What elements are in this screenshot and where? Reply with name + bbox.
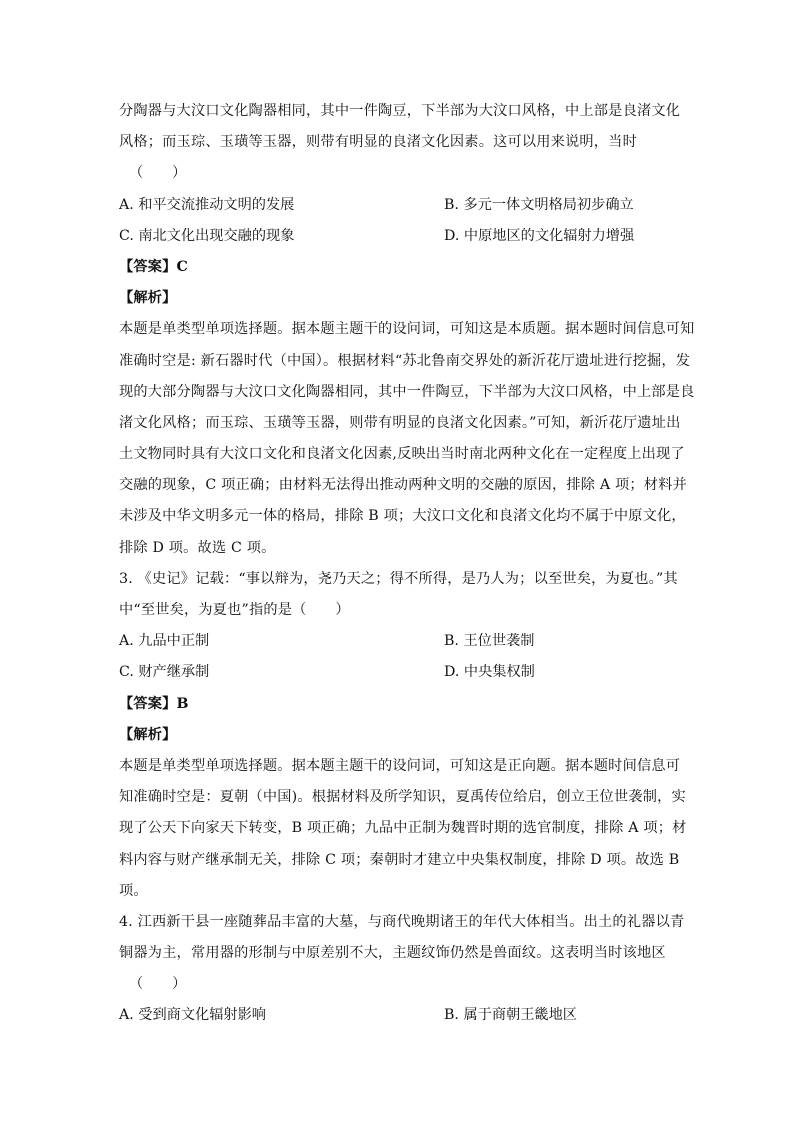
options-row (119, 626, 679, 657)
analysis-line: 排除 D 项。故选 C 项。 (119, 539, 276, 556)
options-row (119, 657, 679, 688)
option-a: A. 九品中正制 (119, 633, 210, 650)
analysis-line: 项。 (119, 882, 148, 899)
analysis-line: 本题是单类型单项选择题。据本题主题干的设问词，可知这是正向题。据本题时间信息可 (119, 757, 681, 774)
options-row (119, 221, 679, 252)
option-b: B. 王位世袭制 (444, 633, 535, 650)
analysis-line: 交融的现象，C 项正确；由材料无法得出推动两种文明的交融的原因，排除 A 项；材料并 (119, 477, 687, 494)
option-c: C. 南北文化出现交融的现象 (119, 227, 295, 244)
options-row (119, 190, 679, 221)
question-stem-line: 风格；而玉琮、玉璜等玉器，则带有明显的良渚文化因素。这可以用来说明，当时 (119, 134, 637, 151)
analysis-heading: 【解析】 (119, 290, 177, 307)
analysis-line: 料内容与财产继承制无关，排除 C 项；秦朝时才建立中央集权制度，排除 D 项。故选 B (119, 851, 680, 868)
analysis-line: 渚文化风格；而玉琮、玉璜等玉器，则带有明显的良渚文化因素。”可知，新沂花厅遗址出 (119, 414, 681, 431)
question-stem-line: 铜器为主，常用器的形制与中原差别不大，主题纹饰仍然是兽面纹。这表明当时该地区 (119, 945, 666, 962)
analysis-line: 准确时空是: 新石器时代（中国）。根据材料“苏北鲁南交界处的新沂花厅遗址进行挖掘，发 (119, 352, 691, 369)
options-row (119, 1000, 679, 1031)
option-a: A. 受到商文化辐射影响 (119, 1007, 266, 1024)
option-c: C. 财产继承制 (119, 664, 210, 681)
question-stem-line: 3. 《史记》记载：“事以辩为，尧乃天之；得不所得，是乃人为；以至世矣，为夏也。”其 (119, 570, 678, 587)
question-3 (119, 564, 687, 907)
question-stem-line: （ ） (129, 165, 187, 182)
analysis-line: 未涉及中华文明多元一体的格局，排除 B 项；大汶口文化和良渚文化均不属于中原文化， (119, 508, 686, 525)
analysis-line: 本题是单类型单项选择题。据本题主题干的设问词，可知这是本质题。据本题时间信息可知 (119, 321, 695, 338)
document-page (119, 96, 695, 1032)
analysis-line: 土文物同时具有大汶口文化和良渚文化因素,反映出当时南北两种文化在一定程度上出现了 (119, 446, 685, 463)
question-stem-line: （ ） (129, 976, 187, 993)
analysis-line: 现的大部分陶器与大汶口文化陶器相同，其中一件陶豆，下半部为大汶口风格，中上部是良 (119, 383, 695, 400)
option-d: D. 中原地区的文化辐射力增强 (444, 227, 635, 244)
option-d: D. 中央集权制 (444, 664, 535, 681)
option-b: B. 属于商朝王畿地区 (444, 1007, 577, 1024)
analysis-heading: 【解析】 (119, 726, 177, 743)
question-2 (119, 96, 695, 564)
analysis-line: 现了公天下向家天下转变，B 项正确；九品中正制为魏晋时期的选官制度，排除 A 项；材 (119, 820, 687, 837)
option-b: B. 多元一体文明格局初步确立 (444, 196, 634, 213)
question-stem-line: 4. 江西新干县一座随葬品丰富的大墓，与商代晚期诸王的年代大体相当。出土的礼器以青 (119, 913, 685, 930)
option-a: A. 和平交流推动文明的发展 (119, 196, 295, 213)
question-stem-line: 分陶器与大汶口文化陶器相同，其中一件陶豆，下半部为大汶口风格，中上部是良渚文化 (119, 103, 681, 119)
analysis-line: 知准确时空是：夏朝（中国)。根据材料及所学知识，夏禹传位给启，创立王位世袭制，实 (119, 789, 686, 806)
question-4 (119, 907, 685, 1032)
answer-label: 【答案】B (119, 695, 189, 712)
question-stem-line: 中“至世矣，为夏也”指的是（ ） (119, 602, 350, 618)
answer-label: 【答案】C (119, 258, 189, 275)
